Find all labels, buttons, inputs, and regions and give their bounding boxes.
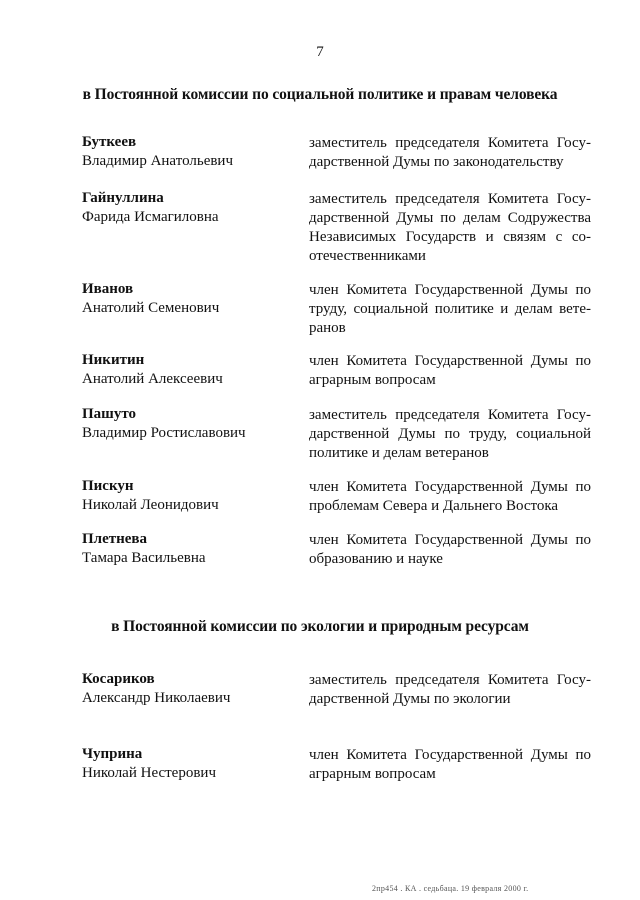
section-heading-social-policy: в Постоянной комиссии по социальной политике и правам человека: [82, 86, 558, 103]
member-position: [309, 746, 591, 784]
position-line: заместитель председателя Комитета Госу-: [309, 191, 591, 207]
position-line: труду, социальной политике и делам вете-: [309, 301, 591, 317]
member-position: [309, 406, 591, 463]
position-line: дарственной Думы по делам Содружества: [309, 210, 591, 226]
position-line: отечественниками: [309, 248, 426, 264]
position-line: член Комитета Государственной Думы по: [309, 479, 591, 495]
member-given-names: Николай Нестерович: [82, 765, 216, 781]
position-line: член Комитета Государственной Думы по: [309, 282, 591, 298]
member-surname: Никитин: [82, 352, 145, 368]
member-given-names: Анатолий Семенович: [82, 300, 220, 316]
position-line: заместитель председателя Комитета Госу-: [309, 407, 591, 423]
member-position: [309, 352, 591, 390]
member-surname: Плетнева: [82, 531, 148, 547]
member-surname: Буткеев: [82, 134, 137, 150]
page-number: 7: [316, 44, 324, 60]
position-line: член Комитета Государственной Думы по: [309, 353, 591, 369]
member-surname: Пискун: [82, 478, 134, 494]
member-given-names: Николай Леонидович: [82, 497, 219, 513]
member-surname: Косариков: [82, 671, 155, 687]
member-surname: Пашуто: [82, 406, 137, 422]
member-surname: Чуприна: [82, 746, 143, 762]
member-position: [309, 478, 591, 516]
position-line: ранов: [309, 320, 346, 336]
position-line: аграрным вопросам: [309, 372, 436, 388]
position-line: проблемам Севера и Дальнего Востока: [309, 498, 559, 514]
member-given-names: Александр Николаевич: [82, 690, 231, 706]
position-line: член Комитета Государственной Думы по: [309, 532, 591, 548]
position-line: аграрным вопросам: [309, 766, 436, 782]
member-surname: Иванов: [82, 281, 134, 297]
member-given-names: Фарида Исмагиловна: [82, 209, 219, 225]
member-position: [309, 531, 591, 569]
footer-note: 2пр454 . КА . седьбаца. 19 февраля 2000 г.: [372, 884, 529, 893]
section-heading-ecology: в Постоянной комиссии по экологии и природным ресурсам: [111, 618, 529, 635]
position-line: образованию и науке: [309, 551, 443, 567]
member-surname: Гайнуллина: [82, 190, 164, 206]
member-position: [309, 281, 591, 338]
member-given-names: Тамара Васильевна: [82, 550, 206, 566]
position-line: член Комитета Государственной Думы по: [309, 747, 591, 763]
position-line: политике и делам ветеранов: [309, 445, 489, 461]
member-position: [309, 134, 591, 172]
position-line: заместитель председателя Комитета Госу-: [309, 672, 591, 688]
member-position: [309, 190, 591, 266]
position-line: дарственной Думы по экологии: [309, 691, 511, 707]
position-line: заместитель председателя Комитета Госу-: [309, 135, 591, 151]
position-line: дарственной Думы по труду, социальной: [309, 426, 591, 442]
position-line: дарственной Думы по законодательству: [309, 154, 564, 170]
member-position: [309, 671, 591, 709]
position-line: Независимых Государств и связям с со-: [309, 229, 591, 245]
member-given-names: Анатолий Алексеевич: [82, 371, 223, 387]
member-given-names: Владимир Ростиславович: [82, 425, 246, 441]
member-given-names: Владимир Анатольевич: [82, 153, 234, 169]
